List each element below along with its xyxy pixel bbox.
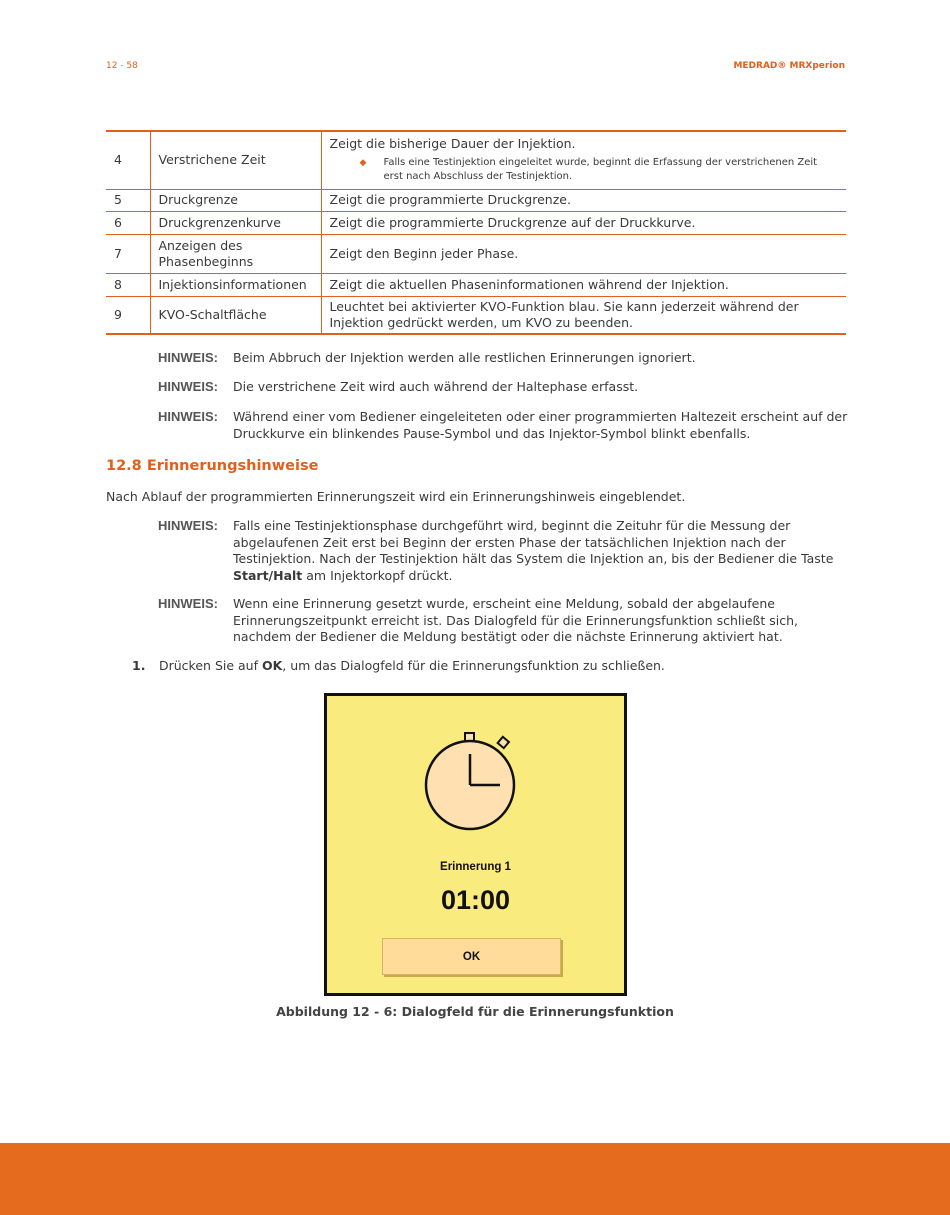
note-text-part: am Injektorkopf drückt. [302, 567, 453, 583]
step-text [159, 658, 665, 673]
ok-button[interactable]: OK [382, 938, 561, 975]
row-number: 4 [106, 131, 150, 189]
row-description: Zeigt die programmierte Druckgrenze auf der Druckkurve. [321, 211, 846, 234]
note-label: HINWEIS: [158, 596, 218, 611]
row-description: Leuchtet bei aktivierter KVO-Funktion blau. Sie kann jederzeit während der Injektion gedrückt werden, um KVO zu beenden. [329, 298, 799, 330]
note [158, 409, 848, 442]
row-name: Verstrichene Zeit [150, 131, 321, 189]
note [158, 379, 848, 396]
table-row [106, 234, 846, 273]
row-number: 8 [106, 273, 150, 296]
note-label: HINWEIS: [158, 379, 218, 394]
start-halt-key-label: Start/Halt [233, 567, 303, 583]
row-description: Zeigt die programmierte Druckgrenze. [321, 189, 846, 211]
product-name: MEDRAD® MRXperion [733, 61, 845, 71]
step-text-part: , um das Dialogfeld für die Erinnerungsfunktion zu schließen. [282, 658, 665, 673]
row-description [321, 131, 846, 189]
row-name: Druckgrenzenkurve [150, 211, 321, 234]
section-intro: Nach Ablauf der programmierten Erinnerungszeit wird ein Erinnerungshinweis eingeblendet. [106, 489, 686, 504]
bullet-item [330, 156, 839, 184]
note-text-part: Falls eine Testinjektionsphase durchgeführt wird, beginnt die Zeituhr für die Messung der abgelaufenen Zeit erst bei Beginn der ersten Phase der tatsächlichen Injektion nach der Testinjektion. Nach der Testinjektion hält das System die Injektion an, bis der Bediener die Taste [233, 518, 834, 566]
reminder-time: 01:00 [440, 885, 511, 915]
note [158, 518, 848, 584]
row-number: 5 [106, 189, 150, 211]
page-number: 12 - 58 [106, 61, 138, 71]
row-number: 7 [106, 234, 150, 273]
note-text [233, 518, 848, 584]
reminder-dialog [324, 693, 627, 996]
instruction-step [132, 658, 665, 673]
stopwatch-icon [423, 729, 528, 834]
ok-reference: OK [261, 658, 283, 673]
table-row [106, 131, 846, 189]
bullet-text: Falls eine Testinjektion eingeleitet wurde, beginnt die Erfassung der verstrichenen Zeit erst nach Abschluss der Testinjektion. [383, 157, 818, 183]
note-text: Die verstrichene Zeit wird auch während der Haltephase erfasst. [233, 379, 639, 394]
table-row [106, 211, 846, 234]
table-row [106, 189, 846, 211]
note-label: HINWEIS: [158, 409, 218, 424]
figure-caption: Abbildung 12 - 6: Dialogfeld für die Erinnerungsfunktion [276, 1004, 674, 1019]
row-description: Zeigt die aktuellen Phaseninformationen während der Injektion. [321, 273, 846, 296]
row-name: Injektionsinformationen [150, 273, 321, 296]
step-text-part: Drücken Sie auf [159, 658, 262, 673]
row-description: Zeigt den Beginn jeder Phase. [321, 234, 846, 273]
note-text: Beim Abbruch der Injektion werden alle restlichen Erinnerungen ignoriert. [233, 350, 696, 365]
legend-table [106, 130, 846, 335]
row-description-text: Zeigt die bisherige Dauer der Injektion. [329, 136, 576, 152]
dialog-title: Erinnerung 1 [440, 861, 511, 873]
note [158, 350, 848, 367]
step-number: 1. [132, 658, 146, 673]
table-row [106, 296, 846, 334]
row-name: KVO-Schaltfläche [150, 296, 321, 334]
note-label: HINWEIS: [158, 350, 218, 365]
row-number: 9 [106, 296, 150, 334]
footer-bar [0, 1143, 950, 1215]
note [158, 596, 848, 646]
note-text: Während einer vom Bediener eingeleiteten oder einer programmierten Haltezeit erscheint auf der Druckkurve ein blinkendes Pause-Symbol und das Injektor-Symbol blinkt ebenfalls. [233, 409, 848, 441]
table-row [106, 273, 846, 296]
row-name: Anzeigen des Phasenbeginns [150, 234, 321, 273]
row-number: 6 [106, 211, 150, 234]
section-heading: 12.8 Erinnerungshinweise [106, 458, 319, 474]
note-label: HINWEIS: [158, 518, 218, 533]
row-name: Druckgrenze [150, 189, 321, 211]
note-text: Wenn eine Erinnerung gesetzt wurde, erscheint eine Meldung, sobald der abgelaufene Erinnerungszeitpunkt erreicht ist. Das Dialogfeld für die Erinnerungsfunktion schließt sich, nachdem der Bediener die Meldung bestätigt oder die nächste Erinnerung aktiviert hat. [233, 596, 799, 644]
diamond-bullet-icon: ◆ [359, 158, 367, 169]
